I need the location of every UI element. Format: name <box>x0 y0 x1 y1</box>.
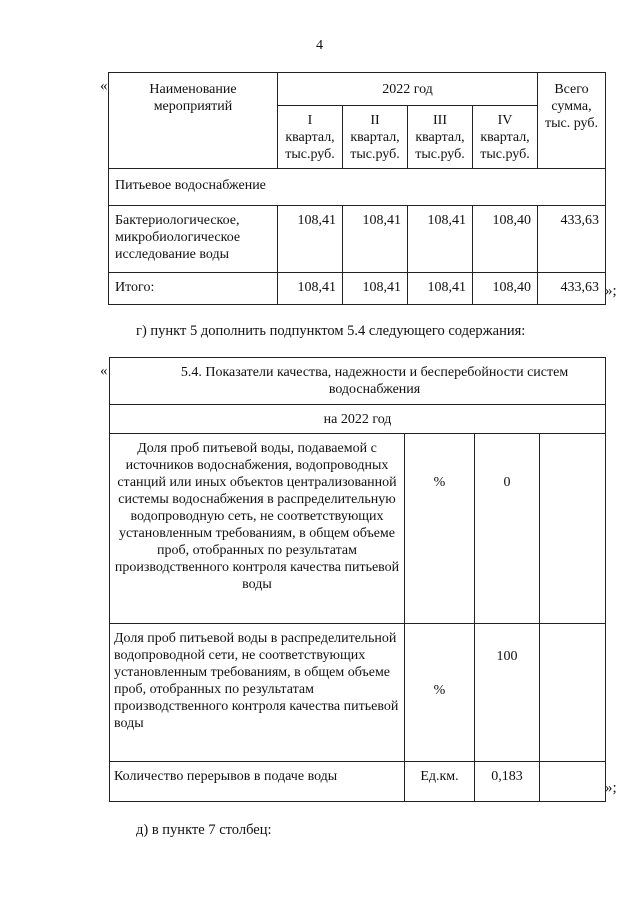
indicator-name-1: Доля проб питьевой воды, подаваемой с источников водоснабжения, водопроводных станций или иных объектов централизованной системы водоснабжения в распределительную водопроводную сеть, не соответствующих установленным требованиям, в общем объеме проб, отобранных по результатам производственного контроля качества питьевой воды <box>110 434 405 624</box>
indicator-value-1: 0 <box>475 434 540 624</box>
row-q1-1: 108,41 <box>278 206 343 273</box>
quarter-header-3: III квартал, тыс.руб. <box>408 106 473 169</box>
row-q2-1: 108,41 <box>343 206 408 273</box>
close-quote-1: »; <box>605 283 617 299</box>
row-name-1: Бактериологическое, микробиологическое исследование воды <box>109 206 278 273</box>
header-year: 2022 год <box>278 73 538 106</box>
section-row: Питьевое водоснабжение <box>109 169 606 206</box>
open-quote-2: « <box>100 363 108 379</box>
indicator-name-3: Количество перерывов в подаче воды <box>110 762 405 802</box>
indicator-unit-1: % <box>405 434 475 624</box>
row-q3-2: 108,41 <box>408 273 473 305</box>
table2-subtitle: на 2022 год <box>110 405 606 434</box>
quarter-header-2: II квартал, тыс.руб. <box>343 106 408 169</box>
close-quote-2: »; <box>605 780 617 796</box>
row-q4-2: 108,40 <box>473 273 538 305</box>
row-total-1: 433,63 <box>538 206 606 273</box>
quarter-header-4: IV квартал, тыс.руб. <box>473 106 538 169</box>
paragraph-d: д) в пункте 7 столбец: <box>136 822 272 838</box>
indicator-name-2: Доля проб питьевой воды в распределительной водопроводной сети, не соответствующих установленным требованиям, в общем объеме проб, отобранных по результатам производственного контроля качества питьевой воды <box>110 624 405 762</box>
indicator-unit-2: % <box>405 624 475 762</box>
page-number: 4 <box>316 38 323 53</box>
header-name: Наименование мероприятий <box>109 73 278 169</box>
row-total-2: 433,63 <box>538 273 606 305</box>
row-q4-1: 108,40 <box>473 206 538 273</box>
indicator-value-2: 100 <box>475 624 540 762</box>
indicator-unit-3: Ед.км. <box>405 762 475 802</box>
table2-title: 5.4. Показатели качества, надежности и бесперебойности систем водоснабжения <box>110 358 606 405</box>
budget-table <box>108 72 606 305</box>
indicator-extra-2 <box>540 624 606 762</box>
row-name-2: Итого: <box>109 273 278 305</box>
indicator-extra-3 <box>540 762 606 802</box>
row-q3-1: 108,41 <box>408 206 473 273</box>
header-total: Всего сумма, тыс. руб. <box>538 73 606 169</box>
open-quote-1: « <box>100 78 108 94</box>
indicator-value-3: 0,183 <box>475 762 540 802</box>
quarter-header-1: I квартал, тыс.руб. <box>278 106 343 169</box>
row-q2-2: 108,41 <box>343 273 408 305</box>
paragraph-g: г) пункт 5 дополнить подпунктом 5.4 следующего содержания: <box>136 323 526 339</box>
quality-indicators-table <box>109 357 606 802</box>
indicator-extra-1 <box>540 434 606 624</box>
row-q1-2: 108,41 <box>278 273 343 305</box>
